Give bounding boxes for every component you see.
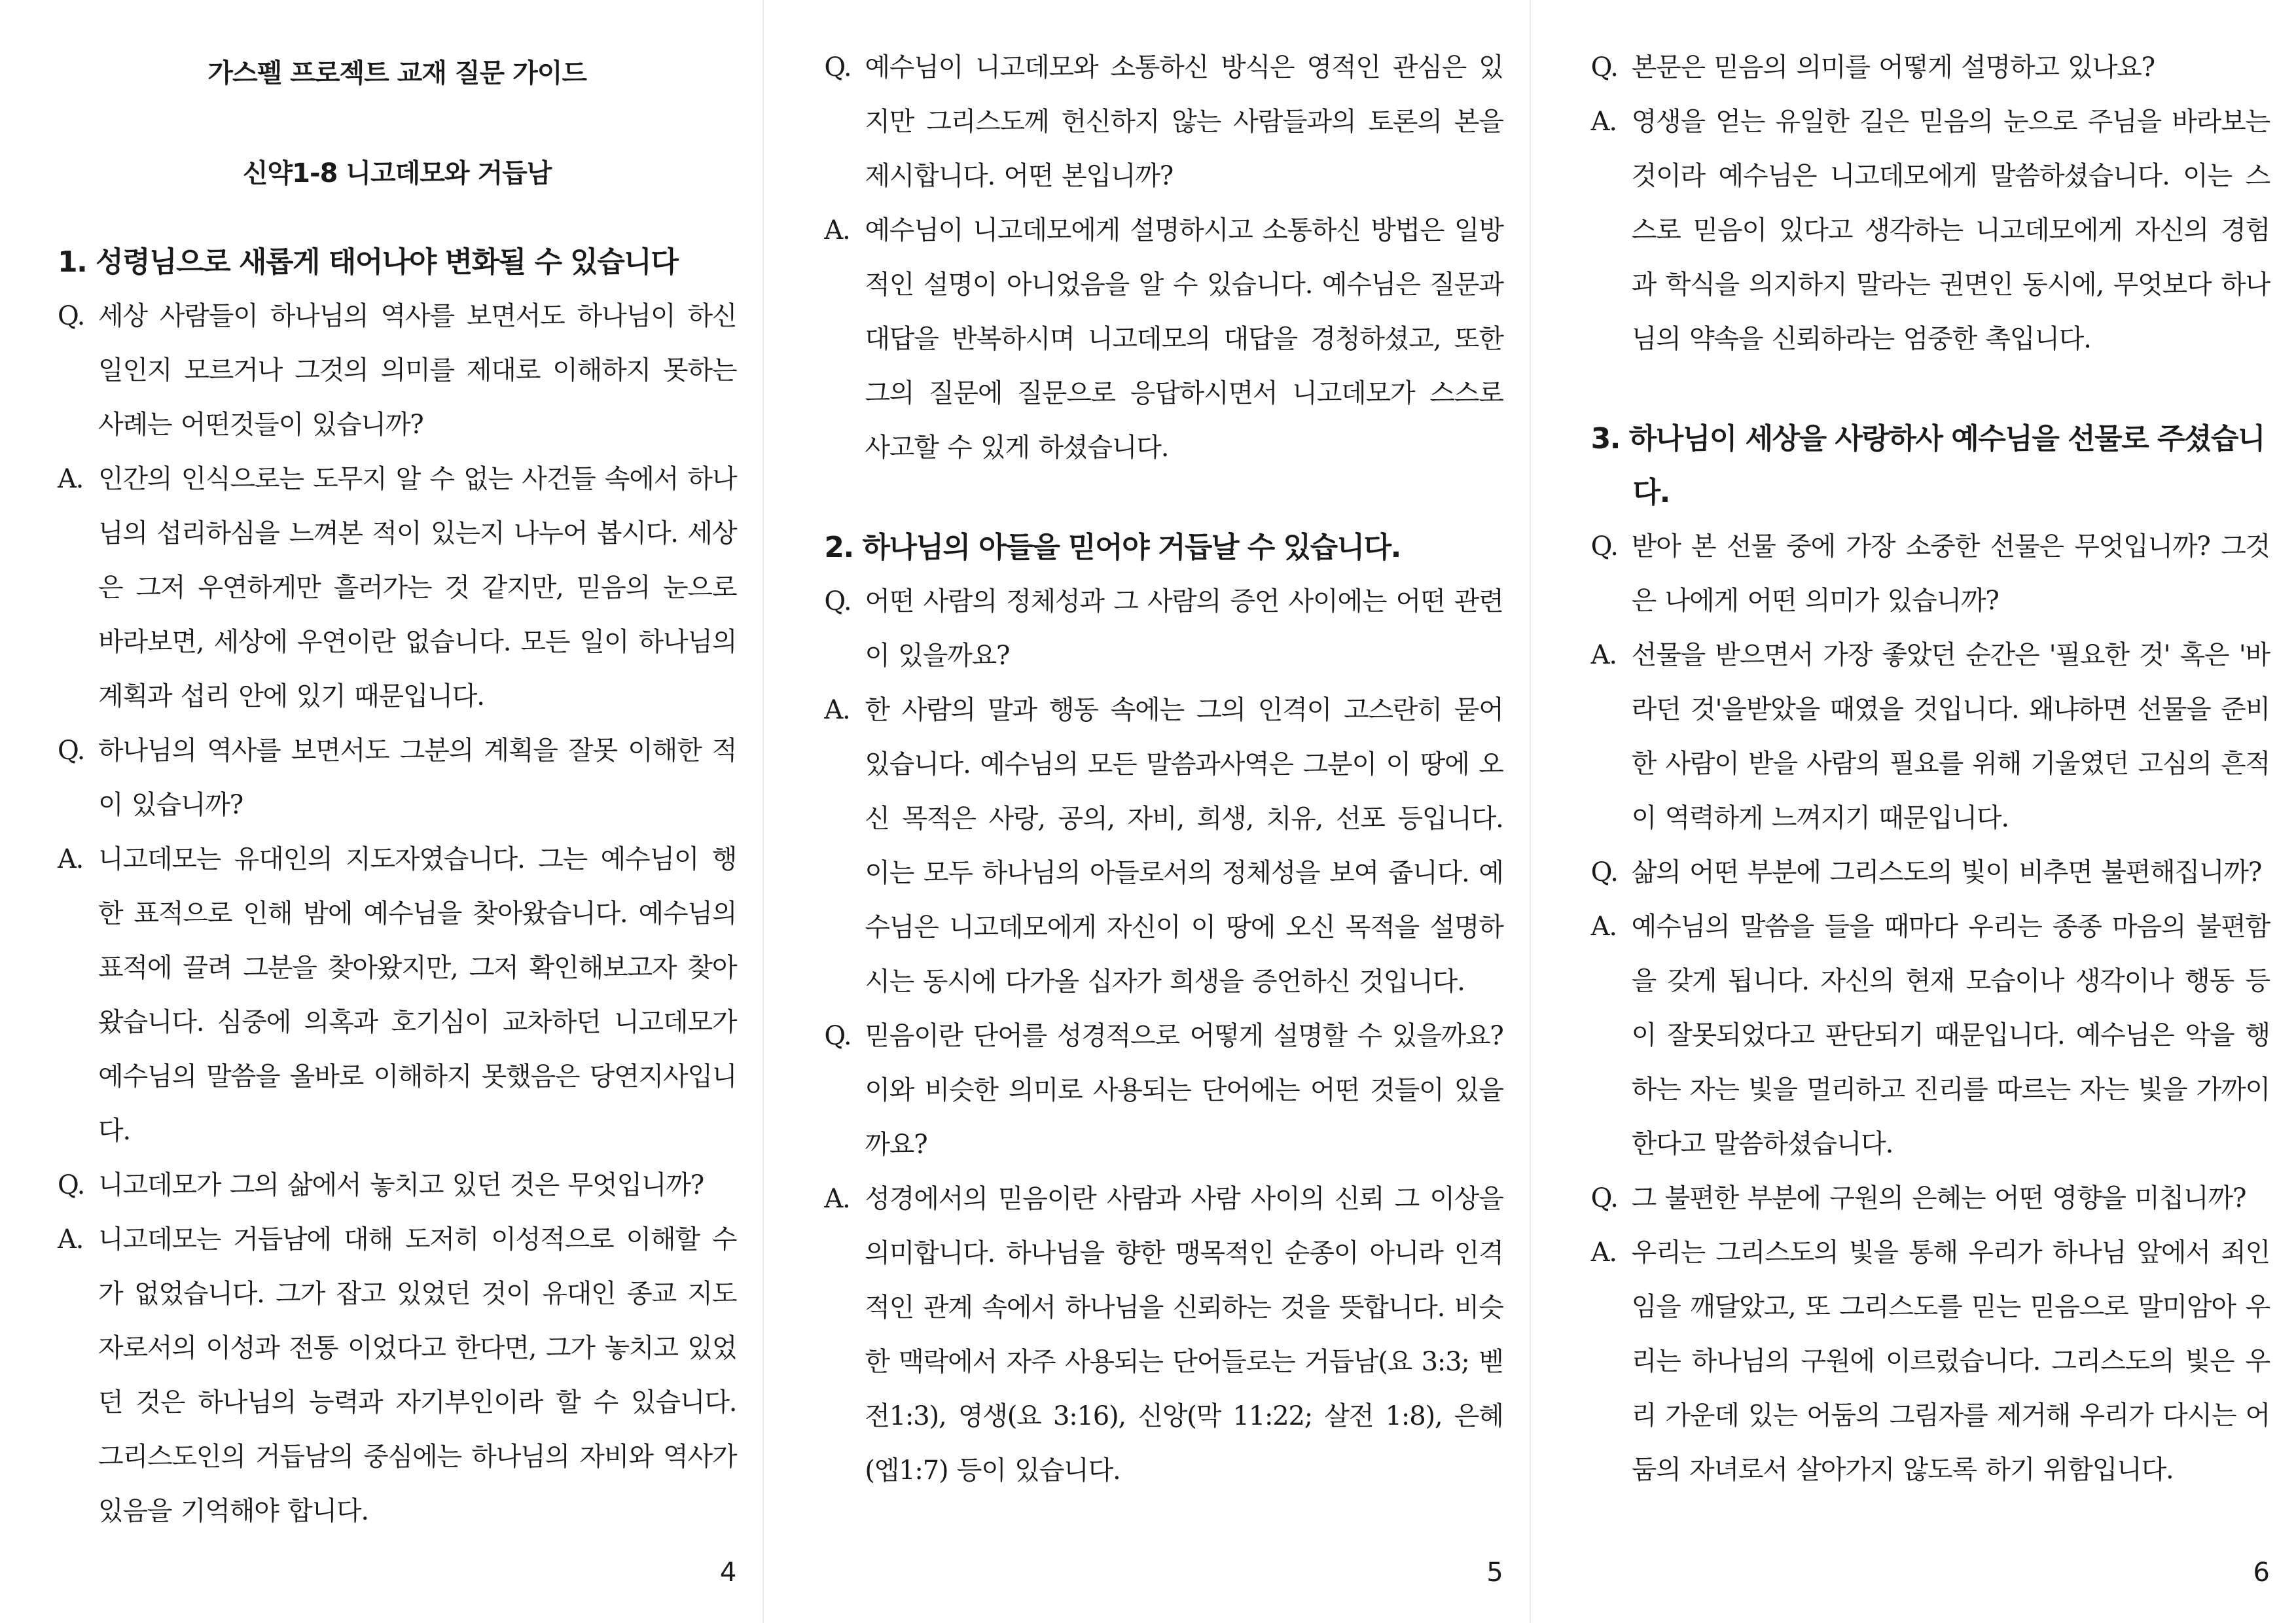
question-text: 본문은 믿음의 의미를 어떻게 설명하고 있나요?	[1631, 52, 2155, 82]
question-text: 니고데모가 그의 삶에서 놓치고 있던 것은 무엇입니까?	[98, 1170, 704, 1200]
answer-text: 예수님이 니고데모에게 설명하시고 소통하신 방법은 일방적인 설명이 아니었음을 알 수 있습니다. 예수님은 질문과 대답을 반복하시며 니고데모의 대답을 경청하셨고, 또한 그의 질문에 질문으로 응답하시면서 니고데모가 스스로 사고할 수 있게 하셨습니다.	[865, 215, 1503, 463]
answer-text: 니고데모는 거듭남에 대해 도저히 이성적으로 이해할 수가 없었습니다. 그가 잡고 있었던 것이 유대인 종교 지도자로서의 이성과 전통 이었다고 한다면, 그가 놓치고 있었던 것은 하나님의 능력과 자기부인이라 할 수 있습니다. 그리스도인의 거듭남의 중심에는 하나님의 자비와 역사가 있음을 기억해야 합니다.	[98, 1224, 737, 1526]
answer-marker: A.	[58, 1224, 84, 1255]
question-text: 하나님의 역사를 보면서도 그분의 계획을 잘못 이해한 적이 있습니까?	[98, 736, 737, 820]
page-number: 5	[1486, 1558, 1503, 1588]
page-4	[0, 0, 762, 1623]
question-marker: Q.	[824, 52, 852, 82]
answer-marker: A.	[58, 844, 84, 874]
answer-text: 인간의 인식으로는 도무지 알 수 없는 사건들 속에서 하나님의 섭리하심을 느껴본 적이 있는지 나누어 봅시다. 세상은 그저 우연하게만 흘러가는 것 같지만, 믿음의 눈으로 바라보면, 세상에 우연이란 없습니다. 모든 일이 하나님의 계획과 섭리 안에 있기 때문입니다.	[98, 464, 737, 711]
answer	[824, 204, 1503, 475]
question	[824, 575, 1503, 683]
answer	[1591, 1226, 2270, 1497]
question-text: 어떤 사람의 정체성과 그 사람의 증언 사이에는 어떤 관련이 있을까요?	[865, 586, 1503, 671]
question	[1591, 520, 2270, 628]
section-heading-1: 1. 성령님으로 새롭게 태어나야 변화될 수 있습니다	[58, 245, 678, 279]
answer-marker: A.	[824, 215, 850, 245]
question-marker: Q.	[58, 1170, 85, 1200]
question	[1591, 1171, 2270, 1226]
question-marker: Q.	[1590, 52, 1618, 82]
answer-text: 니고데모는 유대인의 지도자였습니다. 그는 예수님이 행한 표적으로 인해 밤에 예수님을 찾아왔습니다. 예수님의 표적에 끌려 그분을 찾아왔지만, 그저 확인해보고자 찾아왔습니다. 심중에 의혹과 호기심이 교차하던 니고데모가 예수님의 말씀을 올바로 이해하지 못했음은 당연지사입니다.	[98, 844, 737, 1146]
question-text: 세상 사람들이 하나님의 역사를 보면서도 하나님이 하신 일인지 모르거나 그것의 의미를 제대로 이해하지 못하는 사례는 어떤것들이 있습니까?	[98, 301, 737, 440]
answer-marker: A.	[58, 464, 84, 494]
question	[824, 1009, 1503, 1172]
answer-text: 성경에서의 믿음이란 사람과 사람 사이의 신뢰 그 이상을 의미합니다. 하나님을 향한 맹목적인 순종이 아니라 인격적인 관계 속에서 하나님을 신뢰하는 것을 뜻합니다. 비슷한 맥락에서 자주 사용되는 단어들로는 거듭남(요 3:3; 벧전1:3), 영생(요 3:16), 신앙(막 11:22; 살전 1:8), 은혜(엡1:7) 등이 있습니다.	[865, 1184, 1503, 1486]
answer-text: 한 사람의 말과 행동 속에는 그의 인격이 고스란히 묻어 있습니다. 예수님의 모든 말씀과사역은 그분이 이 땅에 오신 목적은 사랑, 공의, 자비, 희생, 치유, 선포 등입니다. 이는 모두 하나님의 아들로서의 정체성을 보여 줍니다. 예수님은 니고데모에게 자신이 이 땅에 오신 목적을 설명하시는 동시에 다가올 십자가 희생을 증언하신 것입니다.	[865, 695, 1503, 997]
question-marker: Q.	[58, 736, 85, 766]
question-text: 믿음이란 단어를 성경적으로 어떻게 설명할 수 있을까요? 이와 비슷한 의미로 사용되는 단어에는 어떤 것들이 있을까요?	[865, 1021, 1503, 1160]
answer	[1591, 628, 2270, 846]
answer-text: 선물을 받으면서 가장 좋았던 순간은 '필요한 것' 혹은 '바라던 것'을받았을 때였을 것입니다. 왜냐하면 선물을 준비한 사람이 받을 사람의 필요를 위해 기울였던 고심의 흔적이 역력하게 느껴지기 때문입니다.	[1631, 640, 2270, 833]
answer-marker: A.	[1590, 107, 1617, 137]
answer-text: 우리는 그리스도의 빛을 통해 우리가 하나님 앞에서 죄인임을 깨달았고, 또 그리스도를 믿는 믿음으로 말미암아 우리는 하나님의 구원에 이르렀습니다. 그리스도의 빛은 우리 가운데 있는 어둠의 그림자를 제거해 우리가 다시는 어둠의 자녀로서 살아가지 않도록 하기 위함입니다.	[1631, 1238, 2270, 1485]
answer-text: 예수님의 말씀을 들을 때마다 우리는 종종 마음의 불편함을 갖게 됩니다. 자신의 현재 모습이나 생각이나 행동 등이 잘못되었다고 판단되기 때문입니다. 예수님은 악을 행하는 자는 빛을 멀리하고 진리를 따르는 자는 빛을 가까이 한다고 말씀하셨습니다.	[1631, 912, 2270, 1159]
section-heading-2: 2. 하나님의 아들을 믿어야 거듭날 수 있습니다.	[824, 531, 1401, 564]
answer-text: 영생을 얻는 유일한 길은 믿음의 눈으로 주님을 바라보는 것이라 예수님은 니고데모에게 말씀하셨습니다. 이는 스스로 믿음이 있다고 생각하는 니고데모에게 자신의 경험과 학식을 의지하지 말라는 권면인 동시에, 무엇보다 하나님의 약속을 신뢰하라는 엄중한 촉입니다.	[1631, 107, 2270, 354]
question	[1591, 846, 2270, 900]
question-text: 예수님이 니고데모와 소통하신 방식은 영적인 관심은 있지만 그리스도께 헌신하지 않는 사람들과의 토론의 본을 제시합니다. 어떤 본입니까?	[865, 52, 1503, 191]
page-number: 4	[719, 1558, 737, 1588]
question	[58, 1158, 736, 1213]
question-marker: Q.	[1590, 531, 1618, 562]
answer	[824, 1172, 1503, 1498]
answer-marker: A.	[1590, 640, 1617, 670]
page-6	[1531, 0, 2296, 1623]
answer	[1591, 95, 2270, 366]
answer	[58, 832, 736, 1158]
answer-marker: A.	[824, 1184, 850, 1214]
answer	[58, 452, 736, 724]
document-title: 가스펠 프로젝트 교재 질문 가이드	[207, 58, 586, 88]
question	[1591, 41, 2270, 95]
question	[58, 289, 736, 452]
question-marker: Q.	[58, 301, 85, 331]
answer	[1591, 900, 2270, 1171]
answer-marker: A.	[824, 695, 850, 725]
answer	[824, 683, 1503, 1009]
page-number: 6	[2253, 1558, 2270, 1588]
question	[58, 724, 736, 832]
page-5	[764, 0, 1529, 1623]
answer-marker: A.	[1590, 1238, 1617, 1268]
answer	[58, 1213, 736, 1539]
section-heading-3: 3. 하나님이 세상을 사랑하사 예수님을 선물로 주셨습니다.	[1590, 422, 2265, 509]
answer-marker: A.	[1590, 912, 1617, 942]
lesson-subtitle: 신약1-8 니고데모와 거듭남	[242, 158, 552, 188]
question	[824, 41, 1503, 204]
question-text: 그 불편한 부분에 구원의 은혜는 어떤 영향을 미칩니까?	[1631, 1183, 2246, 1213]
question-marker: Q.	[824, 586, 852, 616]
question-marker: Q.	[1590, 1183, 1618, 1213]
question-marker: Q.	[824, 1021, 852, 1051]
question-text: 받아 본 선물 중에 가장 소중한 선물은 무엇입니까? 그것은 나에게 어떤 의미가 있습니까?	[1631, 531, 2270, 616]
question-text: 삶의 어떤 부분에 그리스도의 빛이 비추면 불편해집니까?	[1631, 857, 2262, 887]
question-marker: Q.	[1590, 857, 1618, 887]
